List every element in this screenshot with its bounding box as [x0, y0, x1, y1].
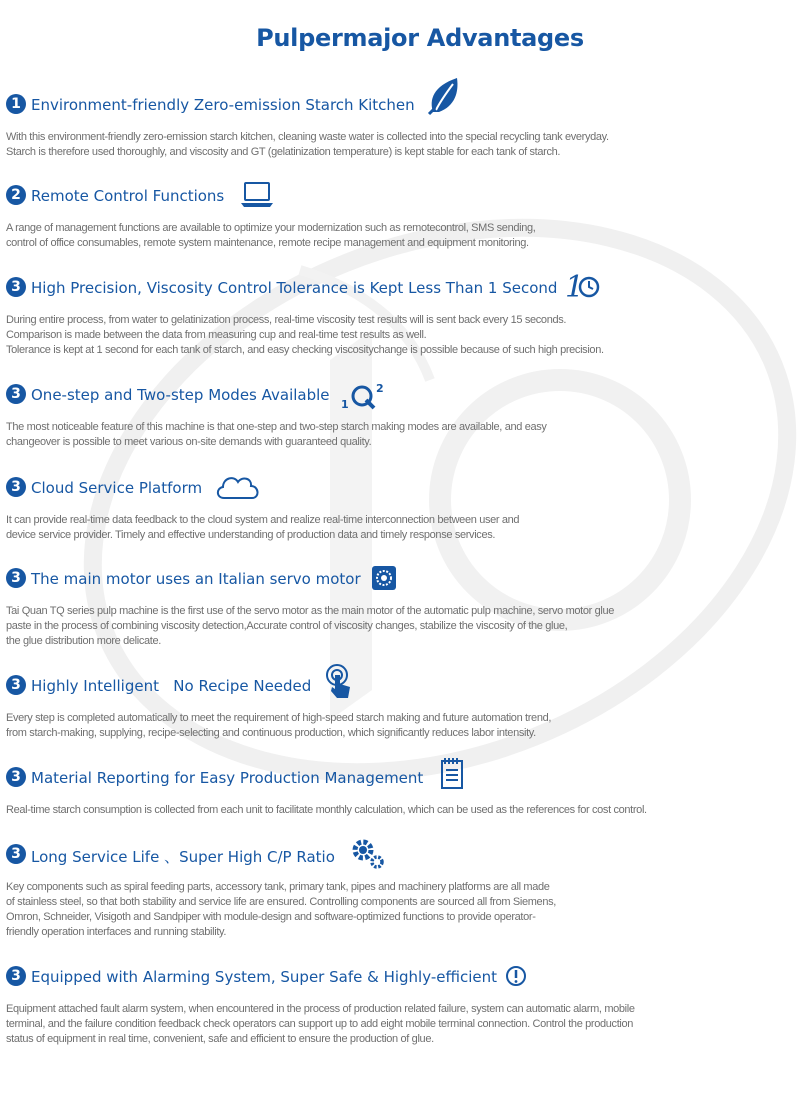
- section-number-badge: 2: [6, 185, 26, 205]
- description-line: Equipment attached fault alarm system, when encountered in the process of production related failure, system can automatic alarm, mobile: [6, 1003, 635, 1015]
- section-heading: High Precision, Viscosity Control Tolerance is Kept Less Than 1 Second: [31, 279, 558, 297]
- section-material-reporting: [0, 763, 800, 816]
- section-description: [6, 1002, 796, 1047]
- step-two-label: 2: [376, 382, 384, 395]
- description-line: status of equipment in real time, convenient, safe and efficient to ensure the production of glue.: [6, 1033, 434, 1045]
- section-step-modes: [0, 380, 800, 448]
- section-number-badge: 3: [6, 384, 26, 404]
- section-description: [6, 880, 796, 940]
- one-second-icon-digit: 1: [565, 270, 585, 303]
- section-heading: One-step and Two-step Modes Available: [31, 386, 330, 404]
- section-number-badge: 3: [6, 767, 26, 787]
- section-remote-control: [0, 181, 800, 249]
- section-description: [6, 604, 796, 649]
- description-line: Tai Quan TQ series pulp machine is the first use of the servo motor as the main motor of the automatic pulp machine, servo motor glue: [6, 605, 615, 617]
- section-heading: Material Reporting for Easy Production Management: [31, 769, 424, 787]
- one-second-icon: [563, 267, 603, 303]
- section-number-badge: 1: [6, 94, 26, 114]
- description-line: The most noticeable feature of this machine is that one-step and two-step starch making modes are available, and easy: [6, 421, 547, 433]
- leaf-icon: [427, 76, 461, 116]
- section-number-badge: 3: [6, 966, 26, 986]
- section-heading: Cloud Service Platform: [31, 479, 203, 497]
- section-number-badge: 3: [6, 277, 26, 297]
- description-line: terminal, and the failure condition feedback check operators can support up to add eight mobile terminal connection. Control the production: [6, 1018, 634, 1030]
- description-line: friendly operation interfaces and running stability.: [6, 926, 227, 938]
- section-description: [6, 420, 796, 450]
- section-description: [6, 513, 796, 543]
- section-heading: Equipped with Alarming System, Super Safe & Highly-efficient: [31, 968, 497, 986]
- description-line: Comparison is made between the data from measuring cup and real-time test results as well.: [6, 329, 427, 341]
- description-line: Real-time starch consumption is collected from each unit to facilitate monthly calculation, which can be used as the references for cost control.: [6, 804, 647, 816]
- section-servo-motor: [0, 564, 800, 647]
- section-number-badge: 3: [6, 675, 26, 695]
- section-long-service-life: [0, 840, 800, 938]
- section-heading: Environment-friendly Zero-emission Starch Kitchen: [31, 96, 415, 114]
- description-line: control of office consumables, remote system maintenance, remote recipe management and equipment monitoring.: [6, 237, 529, 249]
- section-highly-intelligent: [0, 671, 800, 739]
- one-two-step-icon: [340, 378, 386, 414]
- section-heading: Long Service Life 、Super High C/P Ratio: [31, 848, 335, 866]
- section-heading: Remote Control Functions: [31, 187, 225, 205]
- description-line: the glue distribution more delicate.: [6, 635, 161, 647]
- description-line: During entire process, from water to gelatinization process, real-time viscosity test results will is sent back every 15 seconds.: [6, 314, 567, 326]
- section-description: [6, 711, 796, 741]
- description-line: With this environment-friendly zero-emission starch kitchen, cleaning waste water is collected into the special recycling tank everyday.: [6, 131, 609, 143]
- page-title: Pulpermajor Advantages: [256, 24, 584, 52]
- section-heading: Highly Intelligent No Recipe Needed: [31, 677, 312, 695]
- section-number-badge: 3: [6, 568, 26, 588]
- description-line: of stainless steel, so that both stability and service life are ensured. Controlling components are sourced all from Siemens,: [6, 896, 556, 908]
- touch-icon: [324, 663, 354, 701]
- description-line: It can provide real-time data feedback to the cloud system and realize real-time interconnection between user and: [6, 514, 520, 526]
- section-heading: The main motor uses an Italian servo motor: [31, 570, 361, 588]
- description-line: Omron, Schneider, Visigoth and Sandpiper with module-design and software-optimized functions to provide operator-: [6, 911, 536, 923]
- section-number-badge: 3: [6, 477, 26, 497]
- alarm-icon: [505, 965, 527, 987]
- section-number-badge: 3: [6, 844, 26, 864]
- description-line: changeover is possible to meet various on-site demands with guaranteed quality.: [6, 436, 372, 448]
- description-line: paste in the process of combining viscosity detection,Accurate control of viscosity changes, stabilize the viscosity of the glue,: [6, 620, 568, 632]
- description-line: Tolerance is kept at 1 second for each tank of starch, and easy checking viscositychange is possible because of such high precision.: [6, 344, 604, 356]
- laptop-icon: [240, 181, 274, 209]
- section-zero-emission: [0, 90, 800, 158]
- cloud-icon: [214, 472, 262, 502]
- section-description: [6, 221, 796, 251]
- section-description: [6, 130, 796, 160]
- step-one-label: 1: [341, 398, 349, 411]
- description-line: A range of management functions are available to optimize your modernization such as remotecontrol, SMS sending,: [6, 222, 536, 234]
- description-line: device service provider. Timely and effective understanding of production data and timely response services.: [6, 529, 496, 541]
- description-line: Key components such as spiral feeding parts, accessory tank, primary tank, pipes and machinery platforms are all made: [6, 881, 550, 893]
- description-line: from starch-making, supplying, recipe-selecting and continuous production, which significantly reduces labor intensity.: [6, 727, 536, 739]
- gears-icon: [350, 837, 386, 869]
- section-alarming-system: [0, 962, 800, 1045]
- section-description: [6, 313, 796, 358]
- section-high-precision: [0, 270, 800, 356]
- section-cloud-service: [0, 473, 800, 541]
- notepad-icon: [439, 757, 465, 791]
- description-line: Starch is therefore used thoroughly, and viscosity and GT (gelatinization temperature) is kept stable for each tank of starch.: [6, 146, 561, 158]
- section-description: [6, 803, 796, 818]
- description-line: Every step is completed automatically to meet the requirement of high-speed starch making and future automation trend,: [6, 712, 552, 724]
- servo-motor-icon: [371, 565, 397, 591]
